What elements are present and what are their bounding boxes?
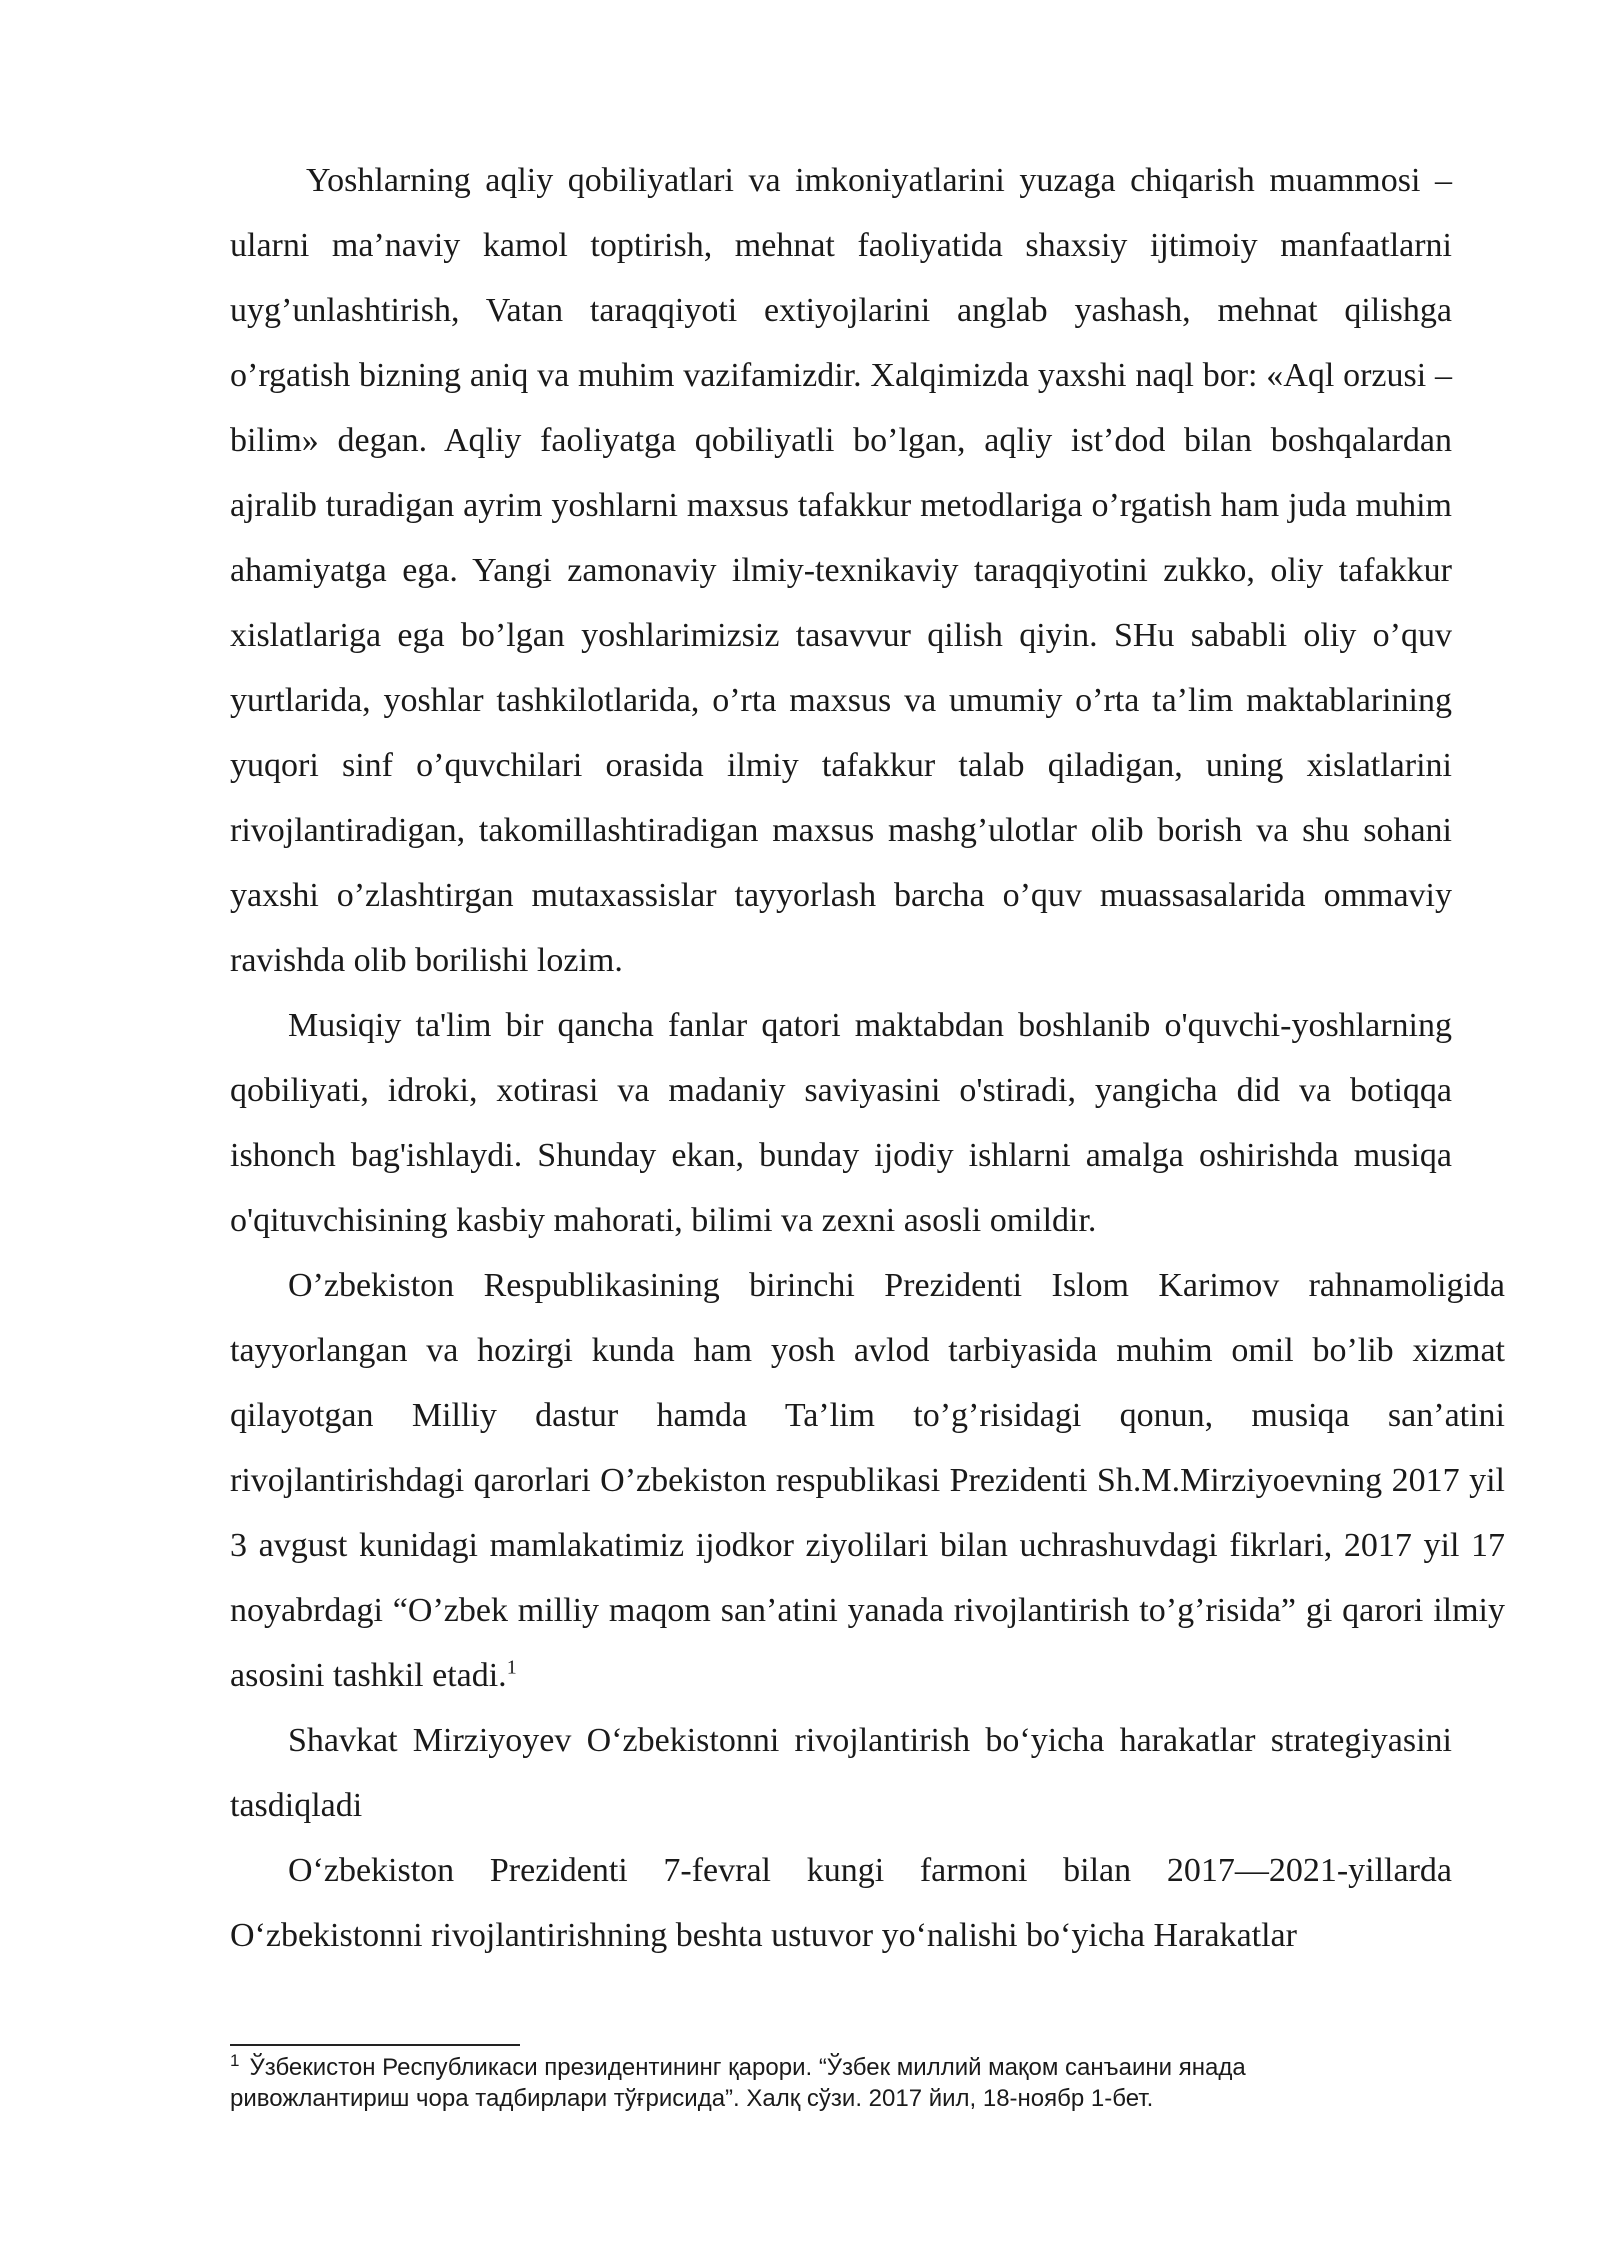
paragraph-national-program-text: O’zbekiston Respublikasining birinchi Prezidenti Islom Karimov rahnamoligida tayyorlangan va hozirgi kunda ham yosh avlod tarbiyasida muhim omil bo’lib xizmat qilayotgan Milliy dastur hamda Ta’lim to’g’risidagi qonun, musiqa san’atini rivojlantirishdagi qarorlari O’zbekiston respublikasi Prezidenti Sh.M.Mirziyoevning 2017 yil 3 avgust kunidagi mamlakatimiz ijodkor ziyolilari bilan uchrashuvdagi fikrlari, 2017 yil 17 noyabrdagi “O’zbek milliy maqom san’atini yanada rivojlantirish to’g’risida” gi qarori ilmiy asosini tashkil etadi. bbox=[230, 1267, 1505, 1694]
footnote bbox=[230, 2052, 1390, 2114]
footnote-text: Ўзбекистон Республикаси президентининг қарори. “Ўзбек миллий мақом санъаини янада ривожлантириш чора тадбирлари тўғрисида”. Халқ сўзи. 2017 йил, 18-ноябр 1-бет. bbox=[230, 2054, 1246, 2112]
paragraph-strategy-heading: Shavkat Mirziyoyev O‘zbekistonni rivojlantirish bo‘yicha harakatlar strategiyasini tasdiqladi bbox=[230, 1722, 1452, 1824]
paragraph-music-education: Musiqiy ta'lim bir qancha fanlar qatori maktabdan boshlanib o'quvchi-yoshlarning qobiliyati, idroki, xotirasi va madaniy saviyasini o'stiradi, yangicha did va botiqqa ishonch bag'ishlaydi. Shunday ekan, bunday ijodiy ishlarni amalga oshirishda musiqa o'qituvchisining kasbiy mahorati, bilimi va zexni asosli omildir. bbox=[230, 1007, 1452, 1239]
paragraph-national-program bbox=[230, 1253, 1505, 1708]
footnote-separator bbox=[230, 2044, 520, 2046]
paragraph-youth-abilities: Yoshlarning aqliy qobiliyatlari va imkoniyatlarini yuzaga chiqarish muammosi – ularni ma’naviy kamol toptirish, mehnat faoliyatida shaxsiy ijtimoiy manfaatlarni uyg’unlashtirish, Vatan taraqqiyoti extiyojlarini anglab yashash, mehnat qilishga o’rgatish bizning aniq va muhim vazifamizdir. Xalqimizda yaxshi naql bor: «Aql orzusi – bilim» degan. Aqliy faoliyatga qobiliyatli bo’lgan, aqliy ist’dod bilan boshqalardan ajralib turadigan ayrim yoshlarni maxsus tafakkur metodlariga o’rgatish ham juda muhim ahamiyatga ega. Yangi zamonaviy ilmiy-texnikaviy taraqqiyotini zukko, oliy tafakkur xislatlariga ega bo’lgan yoshlarimizsiz tasavvur qilish qiyin. SHu sababli oliy o’quv yurtlarida, yoshlar tashkilotlarida, o’rta maxsus va umumiy o’rta ta’lim maktablarining yuqori sinf o’quvchilari orasida ilmiy tafakkur talab qiladigan, uning xislatlarini rivojlantiradigan, takomillashtiradigan maxsus mashg’ulotlar olib borish va shu sohani yaxshi o’zlashtirgan mutaxassislar tayyorlash barcha o’quv muassasalarida ommaviy ravishda olib borilishi lozim. bbox=[230, 162, 1452, 979]
paragraph-presidential-decree: O‘zbekiston Prezidenti 7-fevral kungi farmoni bilan 2017—2021-yillarda O‘zbekistonni rivojlantirishning beshta ustuvor yo‘nalishi bo‘yicha Harakatlar bbox=[230, 1852, 1452, 1954]
footnote-number: 1 bbox=[230, 2051, 240, 2070]
footnote-reference[interactable]: 1 bbox=[506, 1656, 517, 1679]
body-text bbox=[230, 148, 1505, 1968]
